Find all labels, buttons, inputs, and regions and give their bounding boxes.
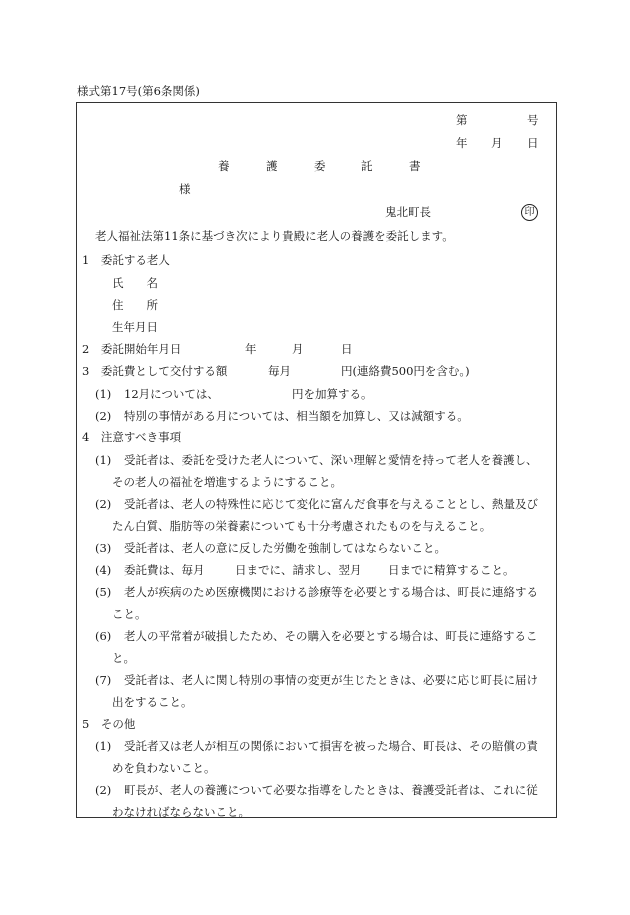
title-char: 委 <box>314 159 326 173</box>
field-name-label: 氏 名 <box>112 276 158 290</box>
date-month: 月 <box>491 136 503 150</box>
clause-text: 受託者は、委託を受けた老人について、深い理解と愛情を持って老人を養護し、 <box>124 453 538 467</box>
section-5-heading: 5 その他 <box>82 717 136 731</box>
clause-text: 町長が、老人の養護について必要な指導をしたときは、養護受託者は、これに従 <box>124 783 538 797</box>
clause-text: たん白質、脂肪等の栄養素についても十分考慮されたものを与えること。 <box>112 519 492 533</box>
item-number: (1) <box>95 739 112 753</box>
date-year: 年 <box>456 136 468 150</box>
clause-text: わなければならないこと。 <box>112 805 250 819</box>
fee-note: 円(連絡費500円を含む。) <box>341 364 470 378</box>
item-number: (2) <box>95 783 112 797</box>
item-number: (2) <box>95 409 112 423</box>
addressee-suffix: 様 <box>179 182 191 196</box>
clause-text: 老人の平常着が破損したため、その購入を必要とする場合は、町長に連絡するこ <box>124 629 538 643</box>
section-2-label: 2 委託開始年月日 <box>82 342 182 356</box>
item-number: (1) <box>95 387 112 401</box>
clause-text: 日までに精算すること。 <box>388 563 515 577</box>
clause-text: 日までに、請求し、翌月 <box>235 563 362 577</box>
form-label: 様式第17号(第6条関係) <box>77 84 200 98</box>
fee-december-text: 12月については、 <box>124 387 219 401</box>
title-char: 託 <box>361 159 373 173</box>
title-char: 書 <box>409 159 421 173</box>
seal-icon: 印 <box>521 204 538 221</box>
issuer: 鬼北町長 <box>385 205 431 219</box>
start-year: 年 <box>245 342 257 356</box>
field-address-label: 住 所 <box>112 298 158 312</box>
clause-text: と。 <box>112 651 135 665</box>
item-number: (2) <box>95 497 112 511</box>
start-month: 月 <box>292 342 304 356</box>
clause-text: 老人が疾病のため医療機関における診療等を必要とする場合は、町長に連絡する <box>124 585 538 599</box>
item-number: (3) <box>95 541 112 555</box>
clause-text: めを負わないこと。 <box>112 761 216 775</box>
section-4-heading: 4 注意すべき事項 <box>82 430 182 444</box>
clause-text: 受託者又は老人が相互の関係において損害を被った場合、町長は、その賠償の責 <box>124 739 538 753</box>
title-char: 養 <box>218 159 230 173</box>
clause-text: 受託者は、老人の意に反した労働を強制してはならないこと。 <box>124 541 446 555</box>
title-char: 護 <box>266 159 278 173</box>
number-suffix: 号 <box>527 113 539 127</box>
clause-text: 委託費は、毎月 <box>124 563 205 577</box>
date-day: 日 <box>527 136 539 150</box>
item-number: (1) <box>95 453 112 467</box>
fee-special-text: 特別の事情がある月については、相当額を加算し、又は減額する。 <box>124 409 469 423</box>
section-1-heading: 1 委託する老人 <box>82 253 170 267</box>
item-number: (4) <box>95 563 112 577</box>
section-3-label: 3 委託費として交付する額 <box>82 364 228 378</box>
clause-text: その老人の福祉を増進するようにすること。 <box>112 475 342 489</box>
item-number: (7) <box>95 673 112 687</box>
clause-text: 受託者は、老人の特殊性に応じて変化に富んだ食事を与えることとし、熱量及び <box>124 497 538 511</box>
clause-text: 受託者は、老人に関し特別の事情の変更が生じたときは、必要に応じ町長に届け <box>124 673 538 687</box>
item-number: (5) <box>95 585 112 599</box>
item-number: (6) <box>95 629 112 643</box>
start-day: 日 <box>341 342 353 356</box>
intro-text: 老人福祉法第11条に基づき次により貴殿に老人の養護を委託します。 <box>95 229 454 243</box>
field-birth-label: 生年月日 <box>112 320 158 334</box>
fee-december-yen: 円を加算する。 <box>292 387 373 401</box>
clause-text: こと。 <box>112 607 147 621</box>
fee-monthly: 毎月 <box>268 364 291 378</box>
number-prefix: 第 <box>456 113 468 127</box>
clause-text: 出をすること。 <box>112 695 193 709</box>
